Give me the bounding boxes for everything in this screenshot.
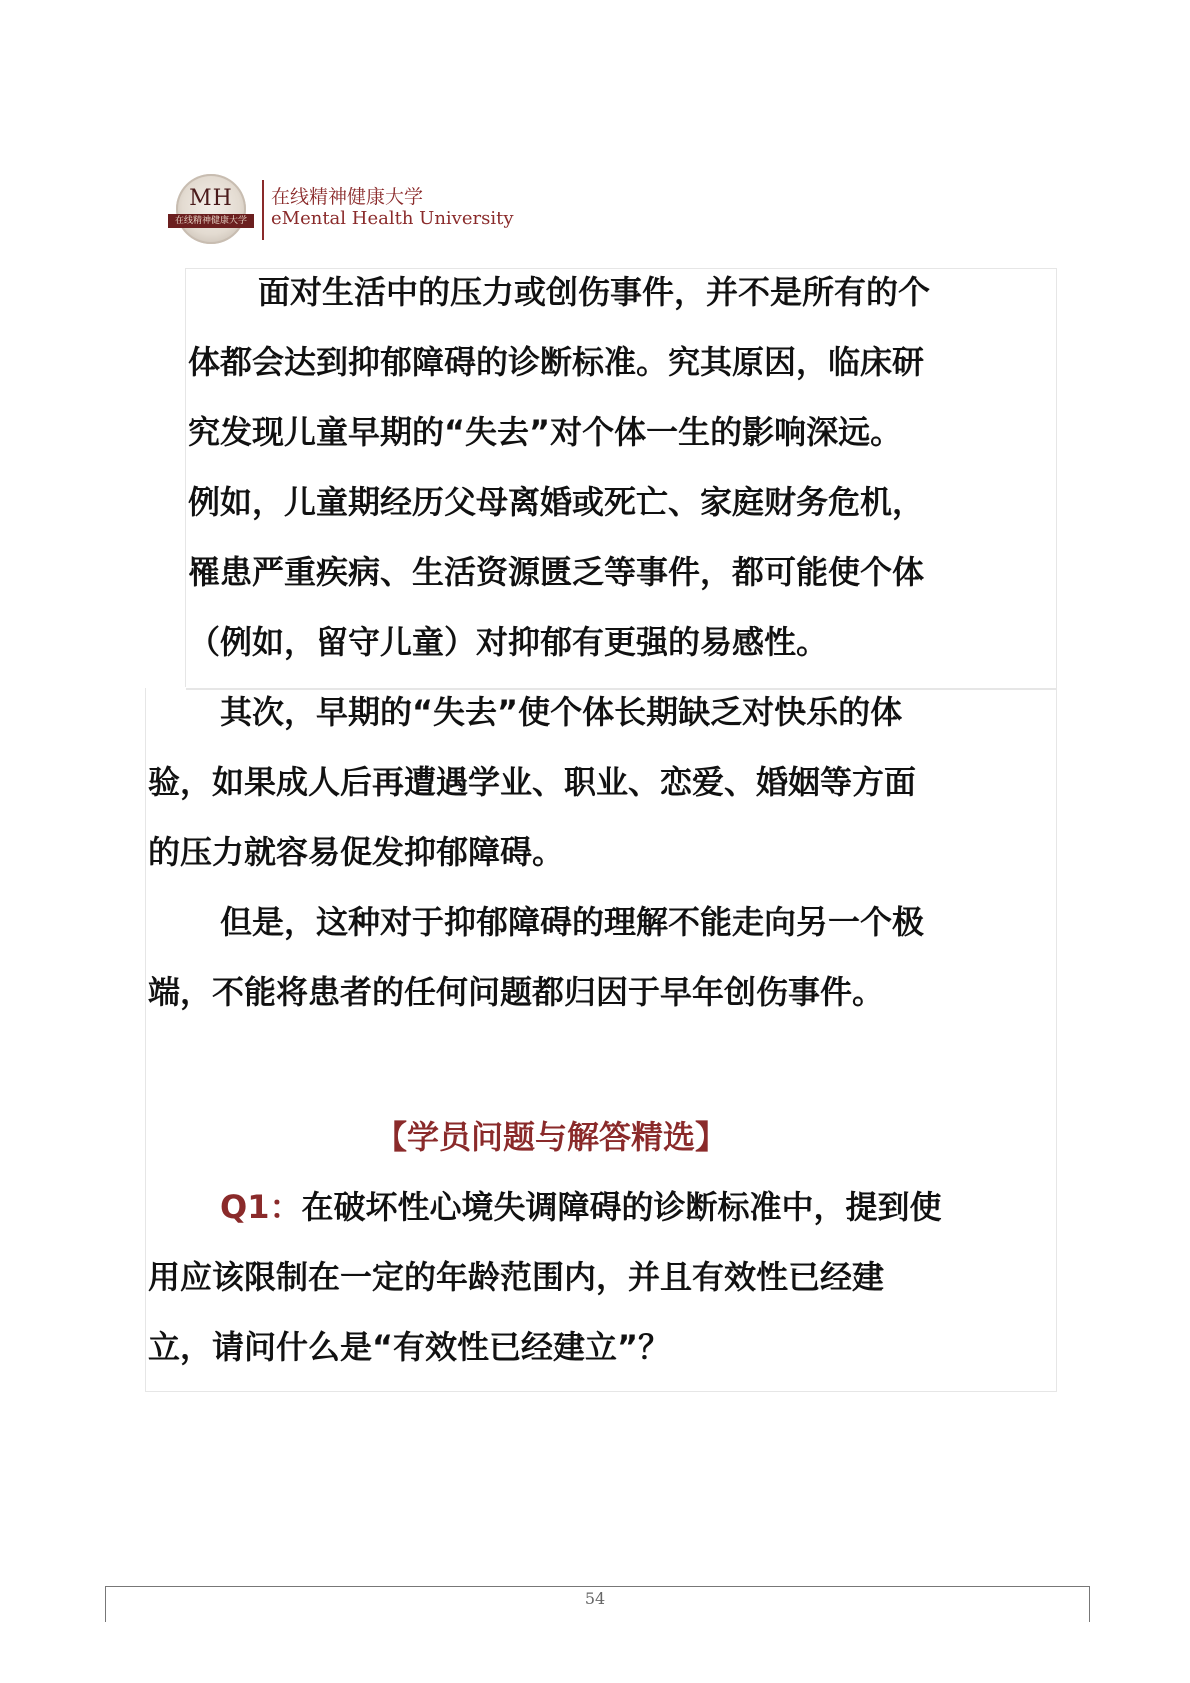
university-name-cn: 在线精神健康大学 bbox=[271, 186, 424, 208]
page-number: 54 bbox=[584, 1589, 606, 1608]
university-seal-icon bbox=[176, 174, 246, 244]
question-text: 在破坏性心境失调障碍的诊断标准中，提到使 bbox=[301, 1188, 942, 1226]
footer-tick-right bbox=[1089, 1586, 1090, 1622]
question-label: Q1： bbox=[220, 1188, 302, 1226]
text-line bbox=[220, 1187, 942, 1227]
footer-tick-left bbox=[105, 1586, 106, 1622]
text-line: 罹患严重疾病、生活资源匮乏等事件，都可能使个体 bbox=[188, 553, 925, 591]
section-title: 【学员问题与解答精选】 bbox=[375, 1118, 728, 1156]
seal-letters: MH bbox=[189, 186, 233, 211]
text-line: 究发现儿童早期的“失去”对个体一生的影响深远。 bbox=[188, 413, 903, 451]
text-line: 用应该限制在一定的年龄范围内，并且有效性已经建 bbox=[148, 1258, 885, 1296]
text-line: 其次，早期的“失去”使个体长期缺乏对快乐的体 bbox=[220, 693, 903, 731]
text-line: 验，如果成人后再遭遇学业、职业、恋爱、婚姻等方面 bbox=[148, 763, 917, 801]
seal-band-text: 在线精神健康大学 bbox=[168, 214, 254, 228]
frame-join bbox=[146, 687, 186, 690]
text-line: （例如，留守儿童）对抑郁有更强的易感性。 bbox=[188, 623, 829, 661]
text-line: 例如，儿童期经历父母离婚或死亡、家庭财务危机， bbox=[188, 483, 925, 521]
text-line: 端，不能将患者的任何问题都归因于早年创伤事件。 bbox=[148, 973, 885, 1011]
header-logo bbox=[176, 174, 536, 246]
text-line: 立，请问什么是“有效性已经建立”？ bbox=[148, 1328, 671, 1366]
text-line: 体都会达到抑郁障碍的诊断标准。究其原因，临床研 bbox=[188, 343, 925, 381]
text-line: 但是，这种对于抑郁障碍的理解不能走向另一个极 bbox=[220, 903, 925, 941]
university-name-en: eMental Health University bbox=[271, 208, 514, 229]
header-divider bbox=[262, 180, 264, 240]
text-line: 面对生活中的压力或创伤事件，并不是所有的个 bbox=[258, 273, 931, 311]
text-line: 的压力就容易促发抑郁障碍。 bbox=[148, 833, 565, 871]
footer-rule bbox=[105, 1586, 1090, 1587]
